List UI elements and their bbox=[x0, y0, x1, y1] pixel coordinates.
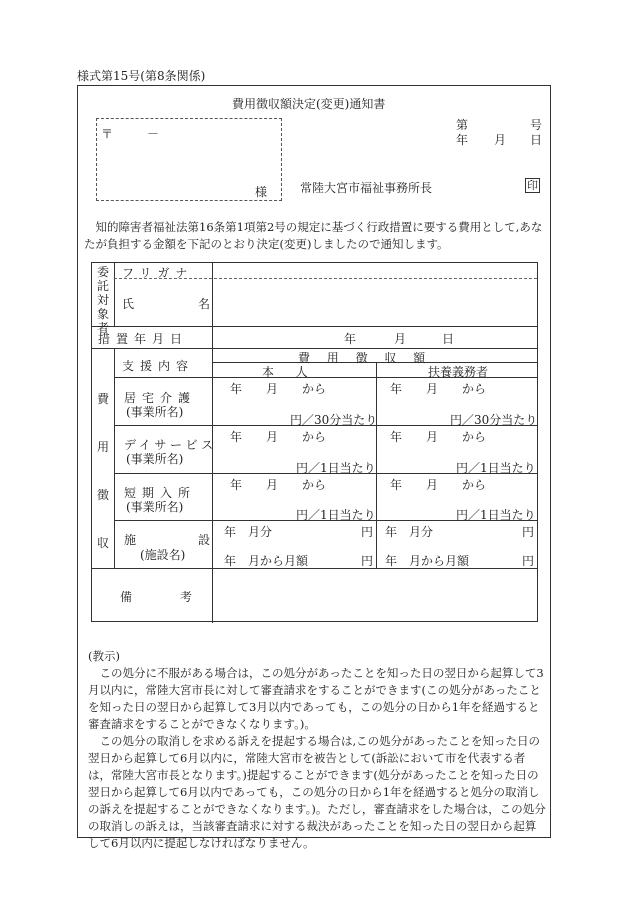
postal-mark: 〒 bbox=[101, 127, 114, 141]
seal-mark: 印 bbox=[527, 179, 538, 192]
row-shortstay-person-from: 年 月 から bbox=[230, 478, 327, 492]
row-homecare-sub: (事業所名) bbox=[126, 405, 184, 419]
doc-number-go: 号 bbox=[530, 118, 543, 132]
row-dayservice-supporter-unit: 円／1日当たり bbox=[456, 461, 536, 475]
notice-paragraph: 知的障害者福祉法第16条第1項第2号の規定に基づく行政措置に要する費用として,あなたが負担する金額を下記のとおり決定(変更)しましたので通知します。 bbox=[84, 220, 543, 251]
facility-person-month: 年 月分 bbox=[224, 525, 273, 539]
facility-sub: (施設名) bbox=[140, 548, 186, 562]
row-dayservice-supporter-from: 年 月 から bbox=[390, 430, 487, 444]
measure-day: 日 bbox=[442, 332, 455, 346]
facility-person-yen2: 円 bbox=[361, 554, 374, 568]
row-shortstay-supporter-from: 年 月 から bbox=[390, 478, 487, 492]
date-month: 月 bbox=[494, 133, 507, 147]
row-homecare-person-from: 年 月 から bbox=[230, 382, 327, 396]
facility-label-part2: 設 bbox=[198, 533, 211, 547]
measure-date-label: 措置年月日 bbox=[98, 332, 189, 346]
row-shortstay-label: 短期入所 bbox=[124, 486, 197, 500]
facility-supporter-yen2: 円 bbox=[522, 554, 535, 568]
furigana-label: フリガナ bbox=[122, 266, 194, 280]
document-title: 費用徴収額決定(変更)通知書 bbox=[232, 97, 386, 111]
person-label: 本人 bbox=[262, 365, 330, 379]
row-dayservice-person-unit: 円／1日当たり bbox=[296, 461, 376, 475]
honorific-sama: 様 bbox=[255, 185, 268, 199]
facility-supporter-monthly: 年 月から月額 bbox=[385, 554, 470, 568]
support-label: 支援内容 bbox=[122, 359, 195, 373]
subject-label: 委 託 対 象 者 bbox=[96, 265, 109, 335]
notice-text bbox=[84, 219, 546, 253]
doc-number-dai: 第 bbox=[456, 118, 469, 132]
date-day: 日 bbox=[530, 133, 543, 147]
fee-table bbox=[91, 262, 538, 622]
row-shortstay-supporter-unit: 円／1日当たり bbox=[456, 508, 536, 522]
row-homecare-supporter-from: 年 月 から bbox=[390, 382, 487, 396]
name-label-part1: 氏 bbox=[122, 297, 135, 311]
instruction-block bbox=[88, 648, 546, 852]
instruction-heading: (教示) bbox=[88, 649, 120, 663]
supporter-label: 扶養義務者 bbox=[428, 365, 489, 379]
facility-supporter-yen1: 円 bbox=[522, 525, 535, 539]
facility-supporter-month: 年 月分 bbox=[385, 525, 434, 539]
sender-name: 常陸大宮市福祉事務所長 bbox=[300, 181, 433, 195]
row-dayservice-label: デイサービス bbox=[124, 438, 217, 452]
row-homecare-label: 居宅介護 bbox=[124, 391, 197, 405]
fee-header: 費用徴収額 bbox=[298, 351, 443, 365]
instruction-paragraph-2: この処分の取消しを求める訴えを提起する場合は,この処分があったことを知った日の翌日から起算して6月以内に，常陸大宮市を被告として(訴訟において市を代表する者は，常陸大宮市長となります。)提起することができます(処分があったことを知った日の翌日から起算して6月以内であっても，この処分の日から1年を経過すると処分の取消しの訴えを提起することができなくなります。)。ただし，審査請求をした場合は，この処分の取消しの訴えは，当該審査請求に対する裁決があったことを知った日の翌日から起算して6月以内に提起しなければなりません。 bbox=[88, 734, 546, 850]
form-number: 様式第15号(第8条関係) bbox=[77, 69, 206, 83]
row-shortstay-person-unit: 円／1日当たり bbox=[296, 508, 376, 522]
row-dayservice-sub: (事業所名) bbox=[126, 452, 184, 466]
remarks-label-part1: 備 bbox=[120, 590, 133, 604]
remarks-label-part2: 考 bbox=[180, 590, 193, 604]
facility-person-monthly: 年 月から月額 bbox=[224, 554, 309, 568]
measure-month: 月 bbox=[394, 332, 407, 346]
postal-dash: － bbox=[147, 127, 160, 141]
date-year: 年 bbox=[456, 133, 469, 147]
facility-label-part1: 施 bbox=[124, 533, 137, 547]
facility-person-yen1: 円 bbox=[361, 525, 374, 539]
fee-side-label: 費 用 徴 収 bbox=[96, 392, 109, 550]
name-label-part2: 名 bbox=[198, 297, 211, 311]
address-block bbox=[96, 118, 282, 201]
row-dayservice-person-from: 年 月 から bbox=[230, 430, 327, 444]
measure-year: 年 bbox=[344, 332, 357, 346]
instruction-paragraph-1: この処分に不服がある場合は，この処分があったことを知った日の翌日から起算して3月以内に，常陸大宮市長に対して審査請求をすることができます(この処分があったことを知った日の翌日から起算して3月以内であっても，この処分の日から1年を経過すると審査請求をすることができなくなります。)。 bbox=[88, 666, 544, 731]
row-shortstay-sub: (事業所名) bbox=[126, 500, 184, 514]
row-homecare-supporter-unit: 円／30分当たり bbox=[450, 413, 538, 427]
row-homecare-person-unit: 円／30分当たり bbox=[290, 413, 378, 427]
